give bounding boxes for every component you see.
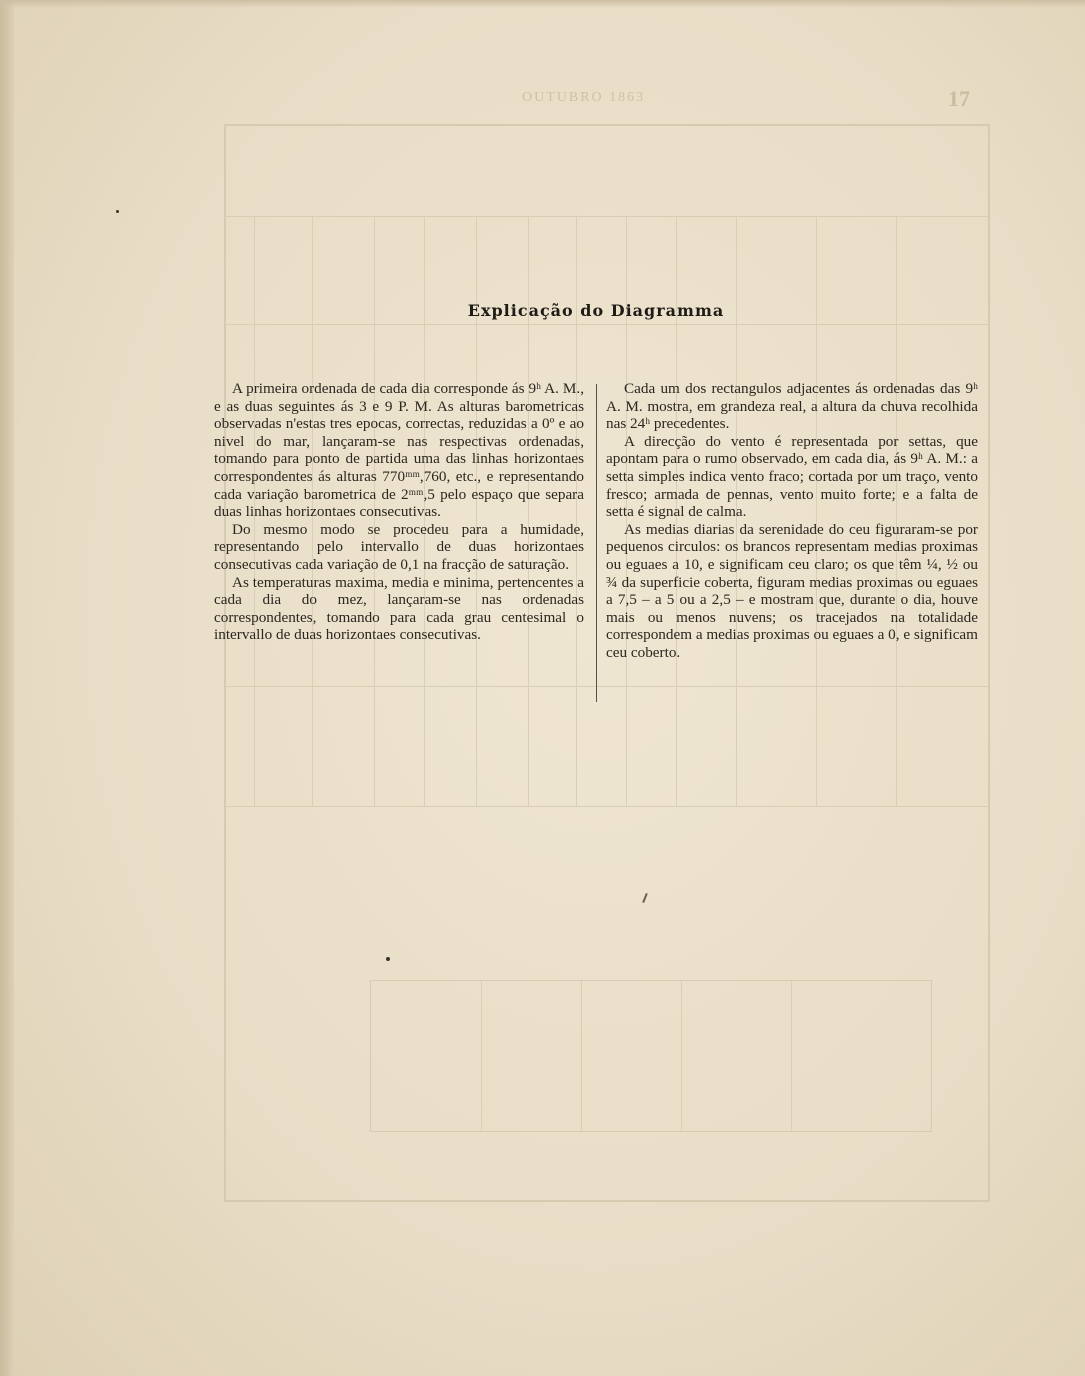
right-text-column (606, 380, 978, 662)
page-title: Explicação do Diagramma (467, 301, 725, 320)
ink-speck-small (116, 210, 119, 213)
page-edge-left (0, 0, 14, 1376)
paragraph-temperatures: As temperaturas maxima, media e minima, pertencentes a cada dia do mez, lançaram-se nas ordenadas correspondentes, tomando para cada grau centesimal o intervallo de duas horizontaes consecutivas. (214, 573, 584, 644)
paragraph-rain-rectangles: Cada um dos rectangulos adjacentes ás ordenadas das 9ʰ A. M. mostra, em grandeza real, a altura da chuva recolhida nas 24ʰ precedentes. (606, 380, 978, 433)
left-text-column (214, 380, 584, 644)
paragraph-barometric-heights: A primeira ordenada de cada dia corresponde ás 9ʰ A. M., e as duas seguintes ás 3 e 9 P. M. As alturas barometricas observadas n'estas tres epocas, correctas, reduzidas a 0º e ao nivel do mar, lançaram-se nas respectivas ordenadas, tomando para ponto de partida uma das linhas horizontaes correspondentes ás alturas 770ᵐᵐ,760, etc., e representando cada variação barometrica de 2ᵐᵐ,5 pelo espaço que separa duas linhas horizontaes consecutivas. (214, 380, 584, 521)
ink-speck (386, 957, 390, 961)
show-through-summary-table (370, 980, 932, 1132)
page-edge-top (0, 0, 1085, 8)
show-through-page-number: 17 (948, 86, 970, 111)
show-through-month-heading: OUTUBRO 1863 (522, 90, 646, 105)
paragraph-humidity: Do mesmo modo se procedeu para a humidade, representando pelo intervallo de duas horizontaes consecutivas cada variação de 0,1 na fracção de saturação. (214, 520, 584, 573)
paragraph-sky-circles: As medias diarias da serenidade do ceu figuraram-se por pequenos circulos: os brancos representam medias proximas ou eguaes a 10, e significam ceu claro; os que têm ¼, ½ ou ¾ da superficie coberta, figuram medias proximas ou eguaes a 7,5 – a 5 ou a 2,5 – e mostram que, durante o dia, houve mais ou menos nuvens; os tracejados na totalidade correspondem a medias proximas ou eguaes a 0, e significam ceu coberto. (606, 520, 978, 661)
column-divider (596, 384, 597, 702)
paragraph-wind-arrows: A direcção do vento é representada por settas, que apontam para o rumo observado, em cada dia, ás 9ʰ A. M.: a setta simples indica vento fraco; cortada por um traço, vento fresco; armada de pennas, vento muito forte; e a falta de setta é signal de calma. (606, 432, 978, 521)
